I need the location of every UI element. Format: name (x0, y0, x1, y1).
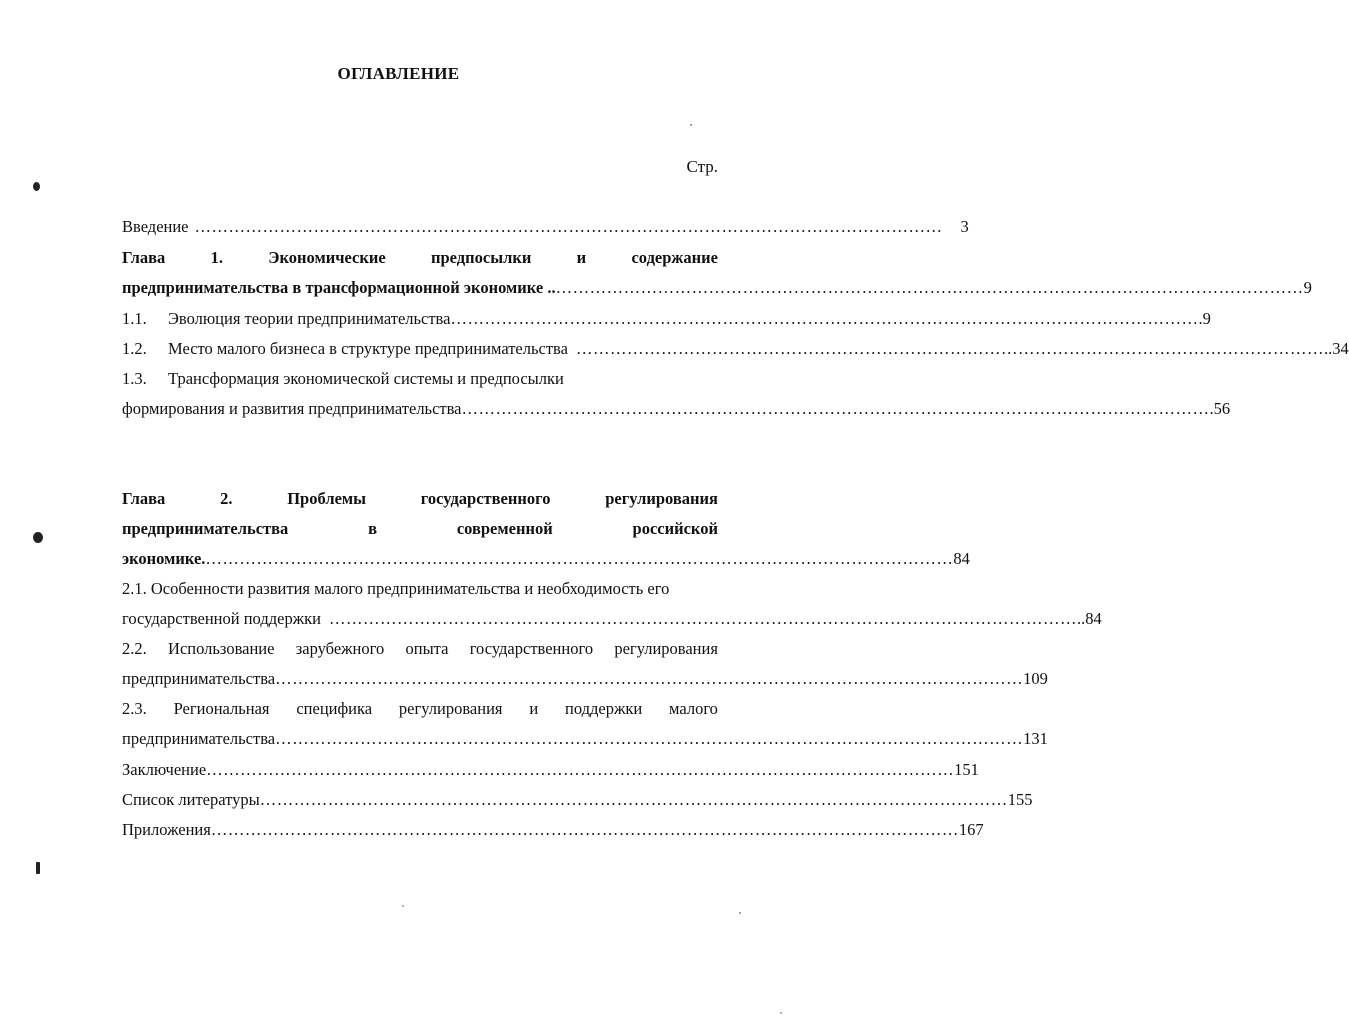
leader-dots: …………………………………………………………………………………………………………………… (328, 609, 1077, 628)
toc-entry-1-3-line-2 (122, 398, 1231, 420)
toc-entry-intro (122, 216, 969, 238)
chapter-word: Проблемы (287, 489, 367, 508)
toc-entry-text: формирования и развития предпринимательства (122, 399, 462, 418)
scan-speck (36, 862, 40, 874)
toc-entry-text: предпринимательства (122, 729, 276, 748)
section-number: 1.1. (122, 309, 147, 328)
toc-word: зарубежного (295, 639, 385, 658)
leader-dots: …………………………………………………………………………………………………………………… (206, 760, 955, 779)
toc-word: и (529, 699, 539, 718)
toc-entry-page: 84 (953, 549, 970, 568)
chapter-word: предпосылки (431, 248, 532, 267)
toc-entry-page: 9 (1303, 278, 1312, 297)
toc-entry-text: Введение (122, 217, 189, 236)
toc-word: опыта (405, 639, 449, 658)
section-number: 1.3. (122, 369, 147, 388)
scan-speck (739, 912, 741, 914)
toc-entry-page: 3 (960, 217, 969, 236)
toc-entry-page: 155 (1007, 790, 1033, 809)
scan-speck (402, 905, 404, 907)
toc-chapter-2-line-1 (122, 488, 718, 510)
toc-entry-text: Эволюция теории предпринимательства (168, 309, 451, 328)
toc-entry-text: экономике. (122, 549, 206, 568)
toc-entry-text: государственной поддержки (122, 609, 321, 628)
scan-speck (690, 124, 692, 126)
chapter-word: 1. (210, 248, 223, 267)
toc-entry-1-1 (122, 308, 1211, 330)
chapter-word: Глава (122, 248, 166, 267)
toc-chapter-1-line-2 (122, 277, 1312, 299)
scan-speck (780, 1012, 782, 1014)
toc-entry-page: 109 (1023, 669, 1048, 688)
chapter-word: современной (456, 519, 553, 538)
leader-dots: …………………………………………………………………………………………………………………… (194, 217, 943, 236)
chapter-word: содержание (631, 248, 718, 267)
chapter-word: 2. (220, 489, 233, 508)
toc-entry-text: предпринимательства (122, 669, 276, 688)
toc-entry-conclusion (122, 759, 979, 781)
toc-entry-page: ..34 (1323, 339, 1349, 358)
leader-dots: …………………………………………………………………………………………………………………… (205, 549, 954, 568)
toc-entry-page: 151 (954, 760, 979, 779)
toc-word: малого (669, 699, 718, 718)
toc-entry-2-2-line-1 (122, 638, 718, 660)
chapter-word: Глава (122, 489, 166, 508)
leader-dots: …………………………………………………………………………………………………………………… (275, 669, 1024, 688)
toc-entry-page: ..84 (1076, 609, 1102, 628)
toc-chapter-1-line-1 (122, 247, 718, 269)
scan-speck (33, 532, 43, 543)
leader-dots: …………………………………………………………………………………………………………………… (461, 399, 1210, 418)
scan-speck (33, 182, 40, 191)
toc-chapter-2-line-3 (122, 548, 970, 570)
leader-dots: …………………………………………………………………………………………………………………… (275, 729, 1024, 748)
chapter-word: Экономические (268, 248, 386, 267)
chapter-word: предпринимательства (122, 519, 289, 538)
leader-dots: …………………………………………………………………………………………………………………… (259, 790, 1008, 809)
leader-dots: …………………………………………………………………………………………………………………… (450, 309, 1199, 328)
toc-entry-text: Место малого бизнеса в структуре предпринимательства (168, 339, 568, 358)
toc-entry-1-2 (122, 338, 1349, 360)
chapter-word: регулирования (605, 489, 718, 508)
chapter-word: российской (632, 519, 718, 538)
toc-word: Использование (168, 639, 275, 658)
toc-entry-page: 167 (958, 820, 984, 839)
leader-dots: …………………………………………………………………………………………………………………… (575, 339, 1324, 358)
toc-entry-text: Приложения (122, 820, 211, 839)
chapter-word: государственного (420, 489, 551, 508)
toc-entry-text: 2.1. Особенности развития малого предпринимательства и необходимость его (122, 579, 670, 598)
toc-word: государственного (469, 639, 594, 658)
section-number: 1.2. (122, 339, 147, 358)
toc-entry-appendices (122, 819, 984, 841)
toc-entry-page: .9 (1198, 309, 1211, 328)
toc-entry-2-1-line-1 (122, 578, 718, 600)
toc-entry-2-3-line-1 (122, 698, 718, 720)
section-number: 2.3. (122, 699, 147, 718)
toc-entry-text: Трансформация экономической системы и предпосылки (168, 369, 564, 388)
toc-entry-2-2-line-2 (122, 668, 1048, 690)
chapter-word: в (368, 519, 378, 538)
leader-dots: …………………………………………………………………………………………………………………… (555, 278, 1304, 297)
page-title: ОГЛАВЛЕНИЕ (337, 64, 460, 83)
toc-entry-page: .56 (1209, 399, 1231, 418)
page-column-label: Стр. (686, 157, 718, 176)
toc-entry-text: Заключение (122, 760, 207, 779)
toc-word: поддержки (565, 699, 643, 718)
toc-chapter-2-line-2 (122, 518, 718, 540)
leader-dots: …………………………………………………………………………………………………………………… (210, 820, 959, 839)
toc-word: Региональная (173, 699, 270, 718)
toc-entry-text: предпринимательства в трансформационной экономике .. (122, 278, 556, 297)
toc-entry-page: 131 (1023, 729, 1048, 748)
toc-word: регулирования (398, 699, 503, 718)
toc-entry-2-3-line-2 (122, 728, 1048, 750)
toc-word: специфика (296, 699, 373, 718)
toc-entry-text: Список литературы (122, 790, 260, 809)
section-number: 2.2. (122, 639, 147, 658)
toc-entry-1-3-line-1 (122, 368, 718, 390)
toc-entry-2-1-line-2 (122, 608, 1102, 630)
toc-entry-bibliography (122, 789, 1033, 811)
toc-word: регулирования (614, 639, 718, 658)
chapter-word: и (576, 248, 587, 267)
